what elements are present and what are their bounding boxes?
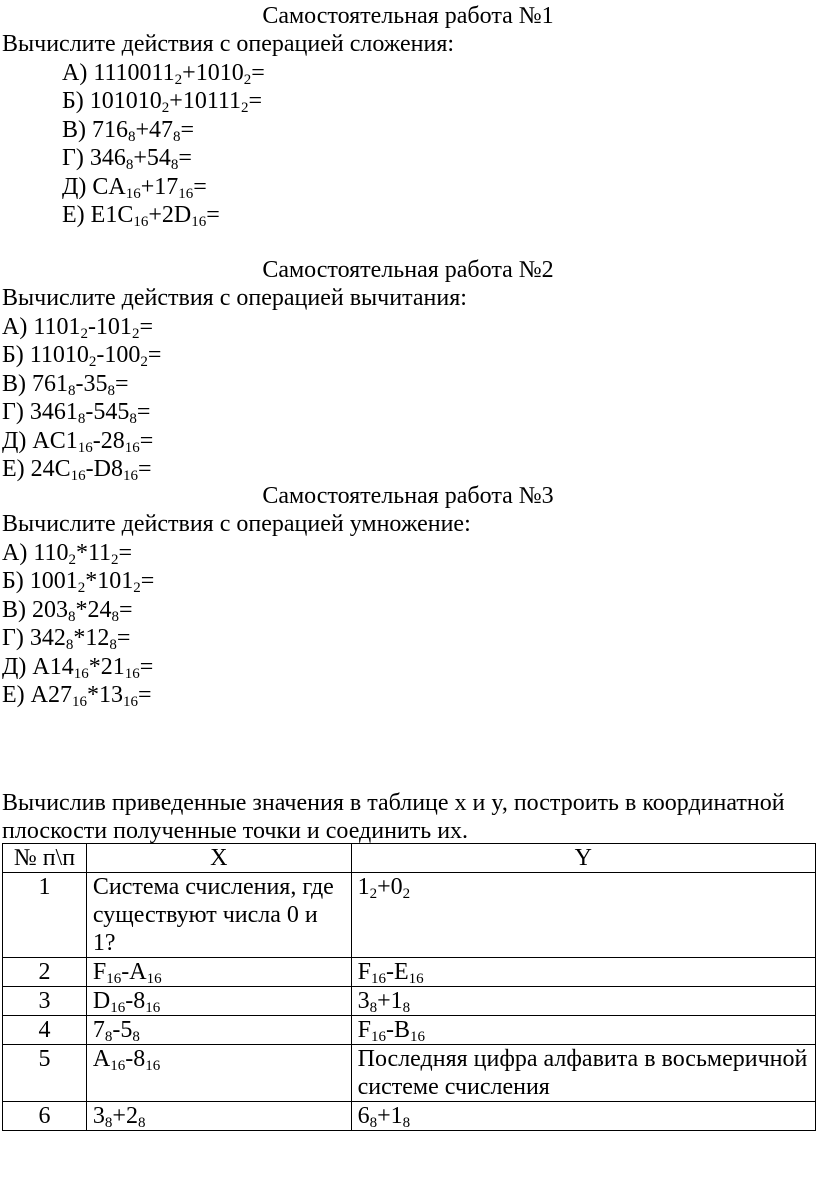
cell-y <box>351 987 815 1016</box>
section-prompt: Вычислите действия с операцией вычитания: <box>2 285 467 311</box>
base-subscript: 16 <box>191 214 207 230</box>
base-subscript: 8 <box>104 1115 113 1131</box>
expr-term: 3 <box>357 988 370 1014</box>
expr-term: 346 <box>89 145 126 171</box>
exercise-item <box>0 201 816 230</box>
base-subscript: 16 <box>73 665 89 682</box>
expr-term: -28 <box>92 427 125 454</box>
base-subscript: 16 <box>72 694 87 710</box>
expr-term: +2 <box>112 1103 138 1129</box>
base-subscript: 16 <box>145 1058 161 1074</box>
base-subscript: 8 <box>109 637 117 653</box>
base-subscript: 8 <box>369 1000 378 1016</box>
expr-term: 1001 <box>29 568 78 594</box>
expr-term: A14 <box>32 653 74 680</box>
expr-term: = <box>118 539 133 566</box>
cell-y <box>351 873 815 958</box>
expr-term: -A <box>121 959 147 985</box>
table-row <box>3 1016 816 1045</box>
exercise-label: Д) <box>62 173 93 200</box>
exercise-label: Б) <box>2 568 30 594</box>
exercise-label: Е) <box>2 456 31 482</box>
cell-x <box>86 873 351 958</box>
base-subscript: 8 <box>132 1029 140 1045</box>
exercise-label: Б) <box>62 88 90 114</box>
base-subscript: 16 <box>125 185 141 202</box>
expr-term: 6 <box>357 1103 370 1129</box>
expr-term: D <box>92 988 111 1014</box>
exercise-item <box>0 313 816 342</box>
exercise-item <box>0 539 816 568</box>
base-subscript: 16 <box>408 971 424 987</box>
base-subscript: 2 <box>402 886 411 902</box>
expr-term: 716 <box>92 116 128 143</box>
base-subscript: 8 <box>68 382 76 399</box>
base-subscript: 8 <box>170 157 179 173</box>
exercise-item <box>0 398 816 427</box>
expr-term: Последняя цифра алфавита в восьмеричной системе счисления <box>357 1046 808 1100</box>
cell-y <box>351 1045 815 1102</box>
base-subscript: 16 <box>146 971 162 987</box>
base-subscript: 16 <box>370 971 386 987</box>
expr-term: 3 <box>92 1103 105 1129</box>
expr-term: 1 <box>357 874 370 900</box>
expr-term: = <box>115 370 129 397</box>
expr-term: = <box>116 625 131 651</box>
exercise-label: В) <box>62 116 92 143</box>
expr-term: = <box>140 568 155 594</box>
base-subscript: 2 <box>174 71 183 88</box>
expr-term: +1 <box>377 1103 403 1129</box>
header-number: № п\п <box>3 844 87 873</box>
exercise-item <box>0 455 816 484</box>
expr-term: = <box>119 596 133 623</box>
expr-term: -35 <box>75 370 108 397</box>
expr-term: +2D <box>148 202 192 228</box>
cell-y <box>351 958 815 987</box>
cell-x <box>86 1045 351 1102</box>
exercise-label: Е) <box>2 682 31 708</box>
base-subscript: 8 <box>173 128 181 145</box>
expr-term: = <box>193 173 207 200</box>
expr-term: 203 <box>32 596 68 623</box>
cell-number: 2 <box>3 958 87 987</box>
expr-term: 7 <box>92 1017 105 1043</box>
expr-term: +1 <box>377 988 403 1014</box>
cell-x <box>86 987 351 1016</box>
expr-term: *11 <box>75 539 112 566</box>
expr-term: +17 <box>140 173 179 200</box>
base-subscript: 8 <box>402 1115 411 1131</box>
exercise-item <box>0 144 816 173</box>
exercise-label: А) <box>2 313 34 340</box>
expr-term: CA <box>92 173 126 200</box>
expr-term: -E <box>385 959 409 985</box>
exercise-list <box>0 59 816 230</box>
expr-term: 3461 <box>29 399 78 425</box>
section-title: Самостоятельная работа №3 <box>262 483 554 509</box>
base-subscript: 16 <box>178 185 194 202</box>
exercise-item <box>0 59 816 88</box>
exercise-item <box>0 370 816 399</box>
table-row <box>3 1045 816 1102</box>
cell-x <box>86 1016 351 1045</box>
exercise-label: Е) <box>62 202 91 228</box>
expr-term: -5 <box>112 1017 133 1043</box>
base-subscript: 16 <box>110 1000 126 1016</box>
exercise-list <box>0 313 816 484</box>
base-subscript: 16 <box>124 665 140 682</box>
exercise-label: В) <box>2 370 32 397</box>
cell-y <box>351 1016 815 1045</box>
expr-term: E1C <box>90 202 134 228</box>
expr-term: A <box>92 1046 111 1072</box>
base-subscript: 2 <box>161 100 170 116</box>
table-row <box>3 1102 816 1131</box>
expr-term: +0 <box>377 874 403 900</box>
exercise-label: Б) <box>2 342 30 368</box>
base-subscript: 2 <box>369 886 378 902</box>
section-1 <box>0 2 816 230</box>
base-subscript: 8 <box>369 1115 378 1131</box>
base-subscript: 8 <box>128 128 136 145</box>
header-y: Y <box>351 844 815 873</box>
base-subscript: 2 <box>140 354 148 370</box>
table-row <box>3 873 816 958</box>
section-title: Самостоятельная работа №2 <box>262 257 554 283</box>
base-subscript: 2 <box>88 354 97 370</box>
expr-term: 342 <box>29 625 66 651</box>
task-4-instructions: Вычислив приведенные значения в таблице x и y, построить в координатной плоскости полученные точки и соединить их. <box>2 790 785 844</box>
cell-y <box>351 1102 815 1131</box>
base-subscript: 16 <box>124 439 140 456</box>
base-subscript: 2 <box>133 580 141 596</box>
expr-term: *101 <box>85 568 134 594</box>
exercise-item <box>0 116 816 145</box>
exercise-label: Г) <box>62 145 90 171</box>
expr-term: *21 <box>88 653 125 680</box>
section-prompt: Вычислите действия с операцией умножение: <box>2 511 471 537</box>
base-subscript: 16 <box>409 1029 425 1045</box>
section-title: Самостоятельная работа №1 <box>262 3 554 29</box>
exercise-item <box>0 427 816 456</box>
expr-term: -8 <box>125 988 146 1014</box>
expr-term: F <box>92 959 107 985</box>
base-subscript: 2 <box>80 325 88 342</box>
expr-term: +1010 <box>182 59 244 86</box>
exercise-item <box>0 653 816 682</box>
expr-term: A27 <box>30 682 72 708</box>
header-x: X <box>86 844 351 873</box>
expr-term: AC1 <box>32 427 78 454</box>
expr-term: = <box>139 313 153 340</box>
cell-number: 3 <box>3 987 87 1016</box>
base-subscript: 16 <box>370 1029 386 1045</box>
cell-number: 5 <box>3 1045 87 1102</box>
base-subscript: 2 <box>77 580 86 596</box>
expr-term: -8 <box>125 1046 146 1072</box>
base-subscript: 16 <box>133 214 149 230</box>
exercise-label: Г) <box>2 399 30 425</box>
expr-term: +10111 <box>169 88 242 114</box>
expr-term: -101 <box>87 313 132 340</box>
expr-term: = <box>251 59 265 86</box>
expr-term: F <box>357 1017 371 1043</box>
exercise-item <box>0 567 816 596</box>
base-subscript: 16 <box>145 1000 161 1016</box>
base-subscript: 16 <box>110 1058 126 1074</box>
exercise-item <box>0 173 816 202</box>
expr-term: 1101 <box>33 313 81 340</box>
expr-term: = <box>248 88 263 114</box>
base-subscript: 8 <box>111 608 119 625</box>
expr-term: *12 <box>73 625 110 651</box>
points-table <box>2 843 816 1131</box>
expr-term: -100 <box>96 342 141 368</box>
table-row <box>3 958 816 987</box>
expr-term: = <box>139 653 154 680</box>
section-2 <box>0 256 816 484</box>
base-subscript: 2 <box>131 325 140 342</box>
expr-term: F <box>357 959 371 985</box>
exercise-label: Г) <box>2 625 30 651</box>
expr-term: +54 <box>133 145 171 171</box>
cell-number: 6 <box>3 1102 87 1131</box>
exercise-item <box>0 341 816 370</box>
expr-term: = <box>180 116 195 143</box>
expr-term: Система счисления, где существуют числа 0 и 1? <box>92 874 334 956</box>
expr-term: = <box>138 456 152 482</box>
base-subscript: 8 <box>125 157 134 173</box>
base-subscript: 16 <box>123 694 138 710</box>
expr-term: = <box>138 682 152 708</box>
expr-term: -545 <box>85 399 130 425</box>
base-subscript: 8 <box>68 608 76 625</box>
base-subscript: 16 <box>70 468 86 484</box>
section-3 <box>0 482 816 710</box>
exercise-item <box>0 624 816 653</box>
expr-term: 11010 <box>29 342 89 368</box>
expr-term: *24 <box>75 596 112 623</box>
exercise-item <box>0 87 816 116</box>
section-prompt: Вычислите действия с операцией сложения: <box>2 31 455 57</box>
expr-term: *13 <box>87 682 123 708</box>
expr-term: = <box>139 427 154 454</box>
base-subscript: 2 <box>68 551 76 568</box>
exercise-label: А) <box>2 539 34 566</box>
exercise-label: А) <box>62 59 94 86</box>
cell-number: 4 <box>3 1016 87 1045</box>
table-row <box>3 987 816 1016</box>
expr-term: = <box>147 342 162 368</box>
cell-x <box>86 958 351 987</box>
base-subscript: 16 <box>77 439 93 456</box>
expr-term: 1110011 <box>93 59 175 86</box>
base-subscript: 8 <box>104 1029 113 1045</box>
base-subscript: 2 <box>241 100 249 116</box>
table-body <box>3 873 816 1131</box>
expr-term: -D8 <box>85 456 123 482</box>
base-subscript: 2 <box>243 71 252 88</box>
base-subscript: 16 <box>106 971 122 987</box>
cell-number: 1 <box>3 873 87 958</box>
expr-term: 24C <box>30 456 71 482</box>
cell-x <box>86 1102 351 1131</box>
base-subscript: 8 <box>65 637 74 653</box>
base-subscript: 2 <box>111 551 119 568</box>
table-header-row <box>3 844 816 873</box>
base-subscript: 16 <box>123 468 138 484</box>
expr-term: = <box>206 202 220 228</box>
expr-term: -B <box>385 1017 410 1043</box>
exercise-item <box>0 596 816 625</box>
expr-term: +47 <box>135 116 174 143</box>
exercise-list <box>0 539 816 710</box>
expr-term: 110 <box>33 539 69 566</box>
exercise-item <box>0 681 816 710</box>
base-subscript: 8 <box>402 1000 411 1016</box>
expr-term: 761 <box>32 370 68 397</box>
exercise-label: Д) <box>2 427 33 454</box>
exercise-label: В) <box>2 596 32 623</box>
expr-term: = <box>136 399 151 425</box>
expr-term: = <box>178 145 192 171</box>
exercise-label: Д) <box>2 653 33 680</box>
base-subscript: 8 <box>107 382 115 399</box>
expr-term: 101010 <box>89 88 162 114</box>
base-subscript: 8 <box>137 1115 146 1131</box>
base-subscript: 8 <box>129 411 137 427</box>
base-subscript: 8 <box>77 411 86 427</box>
